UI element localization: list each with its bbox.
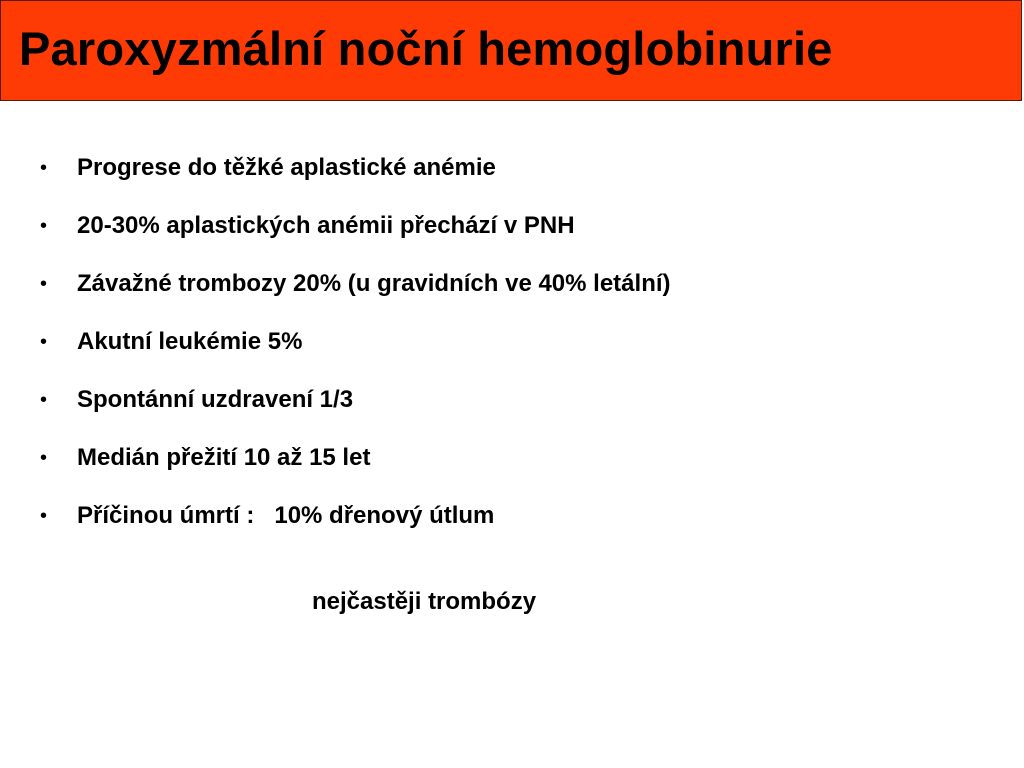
bullet-item [0,267,1000,301]
bullet-icon: • [40,447,48,469]
slide-title: Paroxyzmální noční hemoglobinurie [19,22,833,75]
bullet-item [0,325,1000,359]
bullet-icon: • [40,389,48,411]
bullet-text: Příčinou úmrtí : 10% dřenový útlum [77,502,495,529]
bullet-text: Závažné trombozy 20% (u gravidních ve 40% letální) [77,270,671,297]
continuation-text: nejčastěji trombózy [312,588,537,615]
bullet-icon: • [40,157,48,179]
bullet-icon: • [40,505,48,527]
bullet-item [0,499,1000,533]
bullet-text: Medián přežití 10 až 15 let [77,444,371,471]
bullet-icon: • [40,331,48,353]
bullet-item [0,151,1000,185]
bullet-item [0,383,1000,417]
bullet-item [0,441,1000,475]
bullet-text: Progrese do těžké aplastické anémie [77,154,496,181]
title-bar [0,0,1022,101]
bullet-text: Akutní leukémie 5% [77,328,303,355]
bullet-text: Spontánní uzdravení 1/3 [77,386,354,413]
bullet-item [0,209,1000,243]
bullet-icon: • [40,215,48,237]
bullet-text: 20-30% aplastických anémii přechází v PNH [77,212,575,239]
bullet-icon: • [40,273,48,295]
